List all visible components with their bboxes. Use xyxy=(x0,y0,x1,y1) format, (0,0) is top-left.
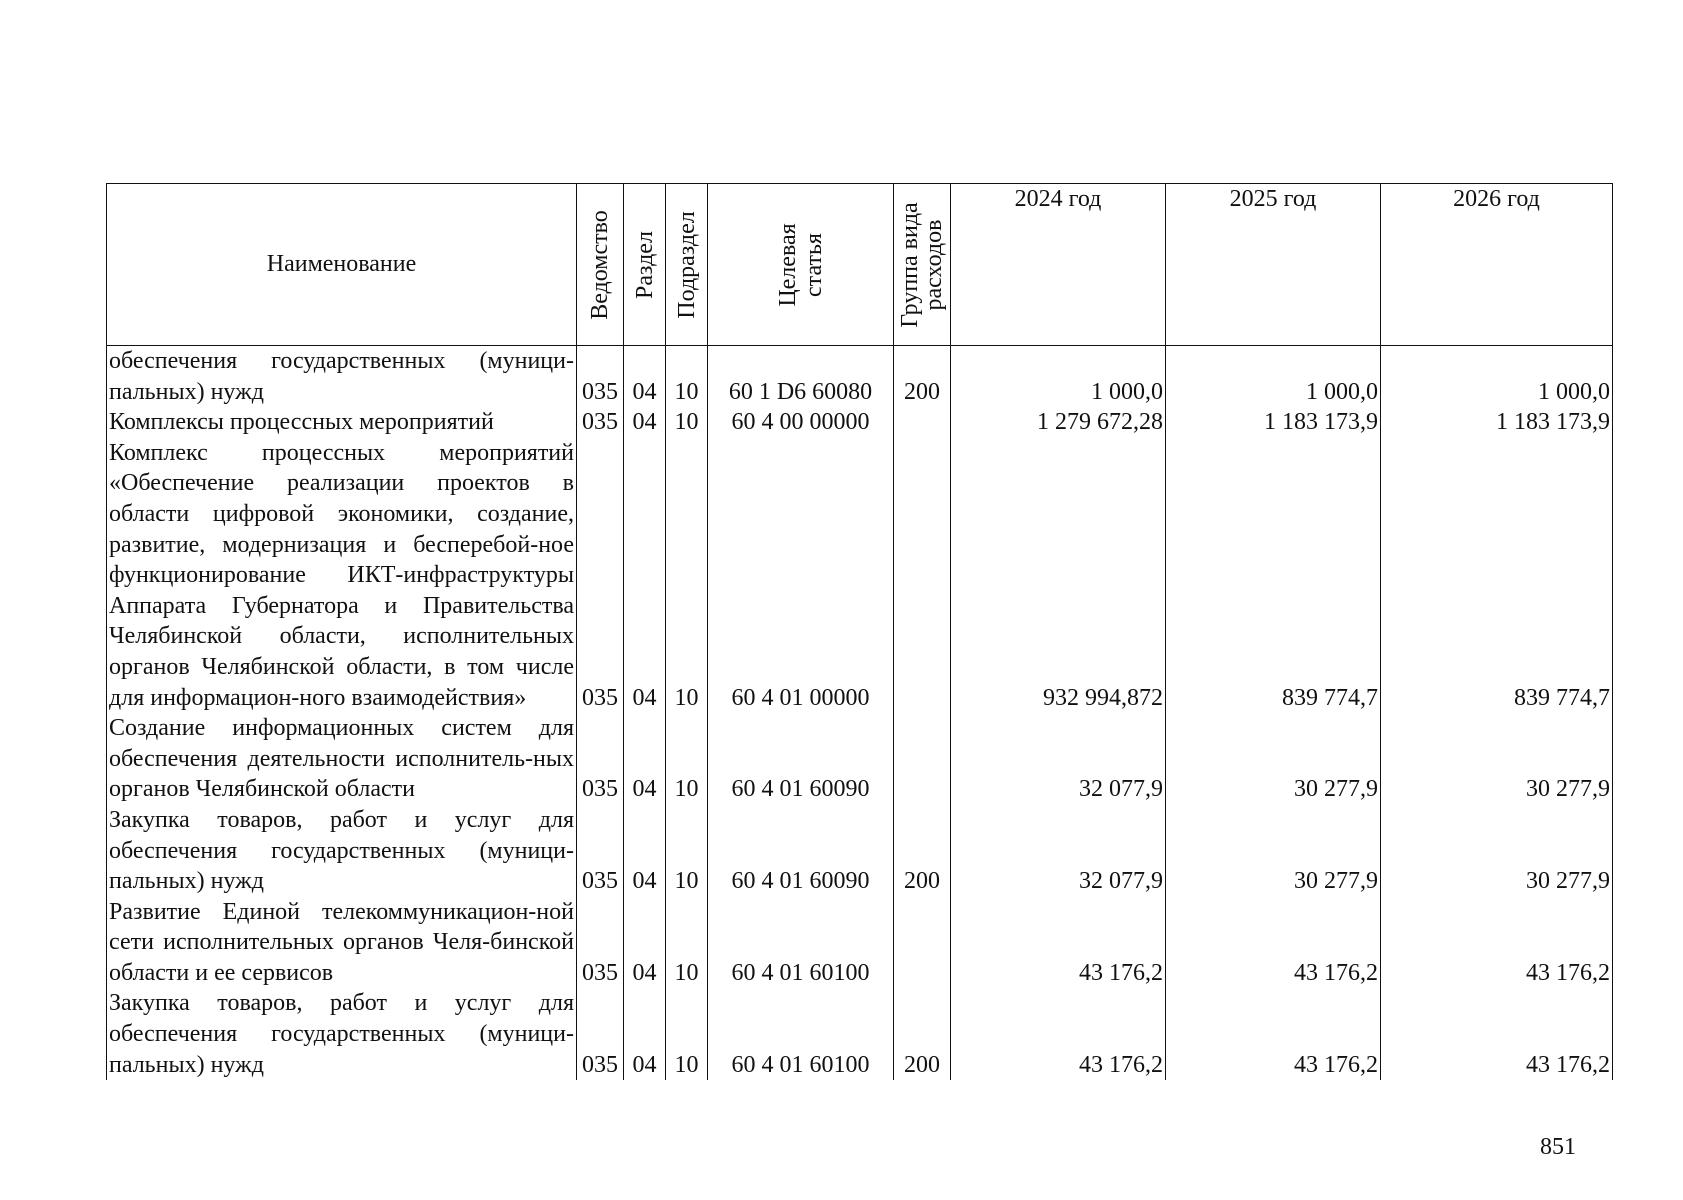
table-row xyxy=(107,438,1613,713)
page-number: 851 xyxy=(1540,1134,1576,1160)
row-department: 035 xyxy=(577,988,624,1080)
row-department: 035 xyxy=(577,713,624,805)
row-2026: 839 774,7 xyxy=(1381,438,1613,713)
row-subsection: 10 xyxy=(666,897,708,989)
row-target-article: 60 4 01 60100 xyxy=(708,988,894,1080)
row-2026: 30 277,9 xyxy=(1381,805,1613,897)
row-section: 04 xyxy=(624,713,666,805)
header-department: Ведомство xyxy=(577,184,624,346)
table-header-row xyxy=(107,184,1613,346)
row-name: Закупка товаров, работ и услуг для обеспечения государственных (муници-пальных) нужд xyxy=(107,988,577,1080)
header-subsection: Подраздел xyxy=(666,184,708,346)
row-subsection: 10 xyxy=(666,988,708,1080)
table-row xyxy=(107,805,1613,897)
row-name: Создание информационных систем для обеспечения деятельности исполнитель-ных органов Челябинской области xyxy=(107,713,577,805)
header-name: Наименование xyxy=(107,184,577,346)
row-expense-group: 200 xyxy=(894,988,951,1080)
row-2024: 43 176,2 xyxy=(951,897,1166,989)
row-name: Закупка товаров, работ и услуг для обеспечения государственных (муници-пальных) нужд xyxy=(107,805,577,897)
row-department: 035 xyxy=(577,438,624,713)
table-row xyxy=(107,346,1613,408)
header-section: Раздел xyxy=(624,184,666,346)
row-target-article: 60 4 00 00000 xyxy=(708,407,894,438)
row-2026: 43 176,2 xyxy=(1381,897,1613,989)
row-name: Развитие Единой телекоммуникацион-ной сети исполнительных органов Челя-бинской области и ее сервисов xyxy=(107,897,577,989)
row-2024: 43 176,2 xyxy=(951,988,1166,1080)
table-row xyxy=(107,897,1613,989)
row-target-article: 60 1 D6 60080 xyxy=(708,346,894,408)
row-2026: 30 277,9 xyxy=(1381,713,1613,805)
header-expense-group: Группа вида расходов xyxy=(894,184,951,346)
row-section: 04 xyxy=(624,438,666,713)
row-2024: 1 000,0 xyxy=(951,346,1166,408)
row-expense-group: 200 xyxy=(894,346,951,408)
header-2024: 2024 год xyxy=(951,184,1166,346)
row-section: 04 xyxy=(624,897,666,989)
row-2024: 32 077,9 xyxy=(951,805,1166,897)
row-subsection: 10 xyxy=(666,713,708,805)
row-department: 035 xyxy=(577,897,624,989)
row-expense-group xyxy=(894,438,951,713)
row-2026: 1 000,0 xyxy=(1381,346,1613,408)
row-section: 04 xyxy=(624,988,666,1080)
row-2025: 839 774,7 xyxy=(1166,438,1381,713)
row-target-article: 60 4 01 00000 xyxy=(708,438,894,713)
row-section: 04 xyxy=(624,346,666,408)
row-2026: 43 176,2 xyxy=(1381,988,1613,1080)
row-2025: 1 183 173,9 xyxy=(1166,407,1381,438)
row-name: Комплексы процессных мероприятий xyxy=(107,407,577,438)
row-section: 04 xyxy=(624,805,666,897)
row-subsection: 10 xyxy=(666,346,708,408)
row-subsection: 10 xyxy=(666,805,708,897)
row-2025: 43 176,2 xyxy=(1166,897,1381,989)
row-expense-group xyxy=(894,407,951,438)
header-target-article: Целевая статья xyxy=(708,184,894,346)
table-row xyxy=(107,407,1613,438)
row-section: 04 xyxy=(624,407,666,438)
row-2026: 1 183 173,9 xyxy=(1381,407,1613,438)
budget-table xyxy=(106,183,1613,1080)
table-row xyxy=(107,713,1613,805)
row-2025: 43 176,2 xyxy=(1166,988,1381,1080)
row-department: 035 xyxy=(577,805,624,897)
row-department: 035 xyxy=(577,407,624,438)
row-target-article: 60 4 01 60100 xyxy=(708,897,894,989)
row-2024: 32 077,9 xyxy=(951,713,1166,805)
row-name: обеспечения государственных (муници-пальных) нужд xyxy=(107,346,577,408)
row-2024: 1 279 672,28 xyxy=(951,407,1166,438)
row-subsection: 10 xyxy=(666,438,708,713)
row-subsection: 10 xyxy=(666,407,708,438)
row-2024: 932 994,872 xyxy=(951,438,1166,713)
row-expense-group xyxy=(894,713,951,805)
row-2025: 1 000,0 xyxy=(1166,346,1381,408)
row-target-article: 60 4 01 60090 xyxy=(708,805,894,897)
row-2025: 30 277,9 xyxy=(1166,805,1381,897)
header-2025: 2025 год xyxy=(1166,184,1381,346)
row-2025: 30 277,9 xyxy=(1166,713,1381,805)
table-row xyxy=(107,988,1613,1080)
row-expense-group: 200 xyxy=(894,805,951,897)
row-expense-group xyxy=(894,897,951,989)
header-2026: 2026 год xyxy=(1381,184,1613,346)
row-department: 035 xyxy=(577,346,624,408)
row-name: Комплекс процессных мероприятий «Обеспечение реализации проектов в области цифровой экономики, создание, развитие, модернизация и бесперебой-ное функционирование ИКТ-инфраструктуры Аппарата Губернатора и Правительства Челябинской области, исполнительных органов Челябинской области, в том числе для информацион-ного взаимодействия» xyxy=(107,438,577,713)
row-target-article: 60 4 01 60090 xyxy=(708,713,894,805)
